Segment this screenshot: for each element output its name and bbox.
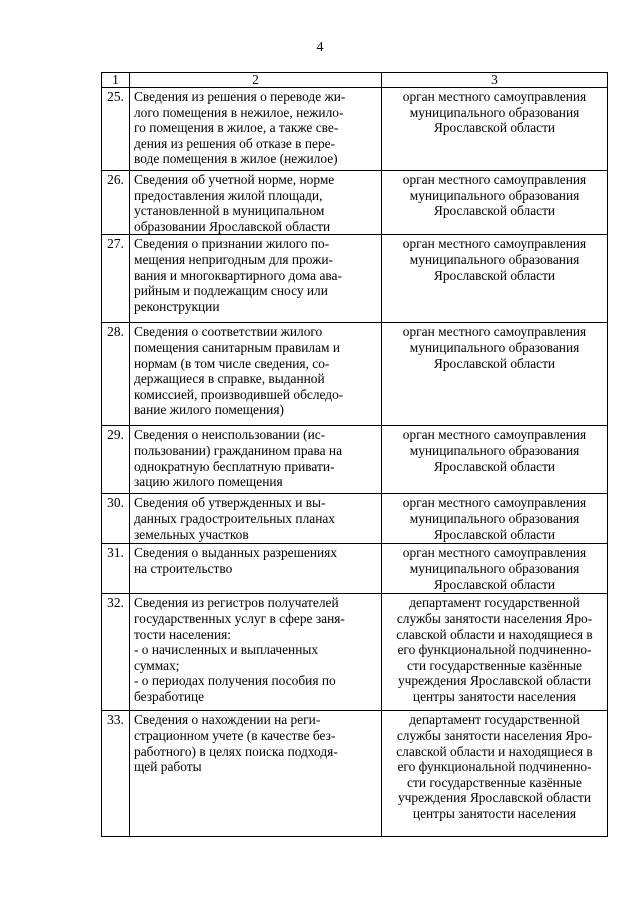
description-line: держащиеся в справке, выданной: [134, 371, 325, 387]
description-line: Сведения об утвержденных и вы-: [134, 495, 326, 511]
row-number: 26.: [102, 171, 130, 235]
row-number: 25.: [102, 88, 130, 171]
description-line: комиссией, производившей обследо-: [134, 386, 344, 402]
row-organization: [382, 171, 608, 235]
organization-line: орган местного самоуправления: [402, 427, 587, 443]
description-line: установленной в муниципальном: [134, 203, 325, 219]
description-line: - о периодах получения пособия по: [134, 673, 336, 689]
organization-line: учреждения Ярославской области: [397, 790, 592, 806]
row-description: [130, 171, 382, 235]
page-number: 4: [316, 40, 324, 55]
row-description: [130, 426, 382, 494]
description-line: щей работы: [134, 759, 202, 775]
description-line: Сведения из решения о переводе жи-: [134, 89, 346, 104]
organization-line: его функциональной подчиненно-: [397, 759, 592, 775]
table-row: [102, 171, 608, 235]
description-line: мещения непригодным для прожи-: [134, 251, 334, 267]
description-line: тости населения:: [134, 626, 232, 642]
description-line: го помещения в жилое, а также све-: [134, 120, 339, 136]
row-number: 32.: [102, 594, 130, 711]
organization-line: сти государственные казённые: [407, 657, 582, 673]
organization-line: центры занятости населения: [412, 688, 577, 704]
table-row: [102, 323, 608, 426]
organization-line: Ярославской области: [433, 526, 556, 542]
row-number: 30.: [102, 494, 130, 544]
description-line: зацию жилого помещения: [134, 474, 283, 490]
description-line: пользовании) гражданином права на: [134, 442, 343, 458]
table-row: [102, 235, 608, 323]
description-line: Сведения из регистров получателей: [134, 595, 339, 611]
organization-line: сти государственные казённые: [407, 774, 582, 790]
table-row: [102, 426, 608, 494]
row-number: 33.: [102, 711, 130, 837]
organization-line: Ярославской области: [433, 203, 556, 219]
row-organization: [382, 711, 608, 837]
description-line: лого помещения в нежилое, нежило-: [134, 104, 344, 120]
description-line: вание жилого помещения): [134, 402, 284, 418]
row-organization: [382, 323, 608, 426]
organization-line: орган местного самоуправления: [402, 172, 587, 187]
organization-line: службы занятости населения Яро-: [396, 610, 593, 626]
description-line: Сведения о нахождении на реги-: [134, 712, 321, 728]
row-description: [130, 235, 382, 323]
row-organization: [382, 594, 608, 711]
organization-line: Ярославской области: [433, 458, 556, 474]
description-line: помещения санитарным правилам и: [134, 339, 341, 355]
table-row: [102, 544, 608, 594]
row-description: [130, 544, 382, 594]
organization-line: его функциональной подчиненно-: [397, 642, 592, 658]
organization-line: Ярославской области: [433, 267, 556, 283]
organization-line: орган местного самоуправления: [402, 495, 587, 511]
description-line: суммах;: [134, 657, 180, 673]
description-line: дения из решения об отказе в пере-: [134, 135, 336, 151]
table-row: [102, 594, 608, 711]
description-line: образовании Ярославской области: [134, 218, 331, 234]
table-header-row: [102, 73, 608, 88]
row-description: [130, 494, 382, 544]
organization-line: учреждения Ярославской области: [397, 673, 592, 689]
row-number: 31.: [102, 544, 130, 594]
description-line: Сведения о неиспользовании (ис-: [134, 427, 326, 443]
description-line: земельных участков: [134, 526, 249, 542]
organization-line: муниципального образования: [409, 510, 580, 526]
organization-line: орган местного самоуправления: [402, 324, 587, 340]
organization-line: орган местного самоуправления: [402, 545, 587, 561]
organization-line: центры занятости населения: [412, 805, 577, 821]
organization-line: службы занятости населения Яро-: [396, 727, 593, 743]
description-line: Сведения о выданных разрешениях: [134, 545, 338, 561]
table-body: [102, 88, 608, 837]
records-table: [101, 72, 608, 837]
description-line: Сведения о признании жилого по-: [134, 236, 330, 252]
row-description: [130, 323, 382, 426]
organization-line: департамент государственной: [409, 595, 580, 611]
description-line: данных градостроительных планах: [134, 510, 336, 526]
row-organization: [382, 426, 608, 494]
row-organization: [382, 88, 608, 171]
organization-line: муниципального образования: [409, 251, 580, 267]
row-number: 28.: [102, 323, 130, 426]
organization-line: Ярославской области: [433, 120, 556, 136]
description-line: однократную бесплатную привати-: [134, 458, 335, 474]
organization-line: Ярославской области: [433, 355, 556, 371]
row-description: [130, 88, 382, 171]
description-line: нормам (в том числе сведения, со-: [134, 355, 330, 371]
row-description: [130, 711, 382, 837]
description-line: предоставления жилой площади,: [134, 187, 323, 203]
organization-line: славской области и находящиеся в: [396, 743, 593, 759]
description-line: - о начисленных и выплаченных: [134, 642, 319, 658]
description-line: Сведения об учетной норме, норме: [134, 172, 335, 187]
organization-line: орган местного самоуправления: [402, 89, 587, 104]
organization-line: Ярославской области: [433, 576, 556, 592]
description-line: безработице: [134, 688, 205, 704]
description-line: реконструкции: [134, 298, 220, 314]
row-number: 27.: [102, 235, 130, 323]
header-col-3: 3: [382, 73, 608, 88]
description-line: вания и многоквартирного дома ава-: [134, 267, 342, 283]
table-row: [102, 494, 608, 544]
organization-line: департамент государственной: [409, 712, 580, 728]
table-row: [102, 88, 608, 171]
organization-line: орган местного самоуправления: [402, 236, 587, 252]
header-col-2: 2: [130, 73, 382, 88]
organization-line: муниципального образования: [409, 560, 580, 576]
row-organization: [382, 544, 608, 594]
organization-line: муниципального образования: [409, 442, 580, 458]
description-line: Сведения о соответствии жилого: [134, 324, 323, 340]
description-line: страционном учете (в качестве без-: [134, 727, 336, 743]
description-line: воде помещения в жилое (нежилое): [134, 151, 338, 167]
description-line: рийным и подлежащим сносу или: [134, 283, 328, 299]
organization-line: муниципального образования: [409, 104, 580, 120]
row-organization: [382, 235, 608, 323]
organization-line: славской области и находящиеся в: [396, 626, 593, 642]
header-col-1: 1: [102, 73, 130, 88]
description-line: на строительство: [134, 560, 233, 576]
row-number: 29.: [102, 426, 130, 494]
row-organization: [382, 494, 608, 544]
row-description: [130, 594, 382, 711]
organization-line: муниципального образования: [409, 339, 580, 355]
description-line: государственных услуг в сфере заня-: [134, 610, 345, 626]
table-row: [102, 711, 608, 837]
description-line: работного) в целях поиска подходя-: [134, 743, 338, 759]
organization-line: муниципального образования: [409, 187, 580, 203]
